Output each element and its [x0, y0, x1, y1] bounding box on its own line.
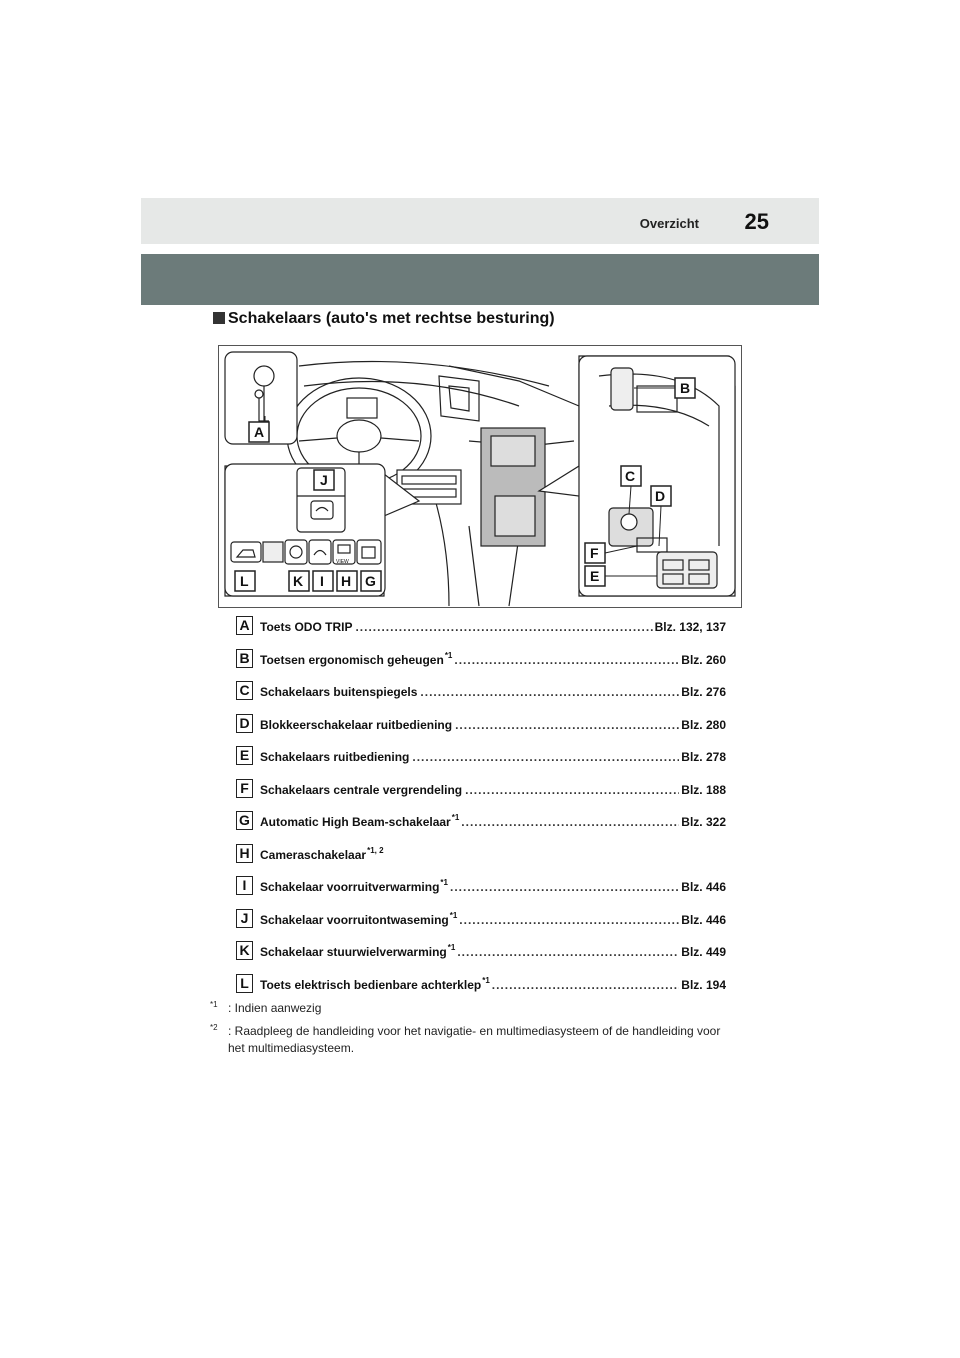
item-letter-badge: E — [236, 746, 253, 765]
item-label: Schakelaar stuurwielverwarming — [260, 945, 447, 959]
list-item — [236, 647, 726, 680]
item-page-ref: Blz. 449 — [681, 945, 726, 959]
switch-reference-list — [236, 614, 726, 1004]
page-header — [141, 198, 819, 244]
footnote-text: : Raadpleeg de handleiding voor het navigatie- en multimediasysteem of de handleiding voor het multimediasysteem. — [228, 1024, 721, 1055]
item-label: Schakelaar voorruitontwaseming — [260, 912, 449, 927]
switches-illustration — [218, 345, 742, 608]
item-footnote-ref: *1 — [444, 650, 453, 660]
svg-text:L: L — [240, 573, 249, 589]
svg-text:H: H — [341, 573, 352, 589]
square-bullet-icon — [213, 312, 225, 324]
svg-text:B: B — [680, 380, 691, 396]
list-item — [236, 614, 726, 647]
item-label: Schakelaars centrale vergrendeling — [260, 782, 463, 797]
footnote-text: : Indien aanwezig — [228, 1001, 322, 1015]
header-section-title: Overzicht — [639, 216, 699, 231]
item-page-ref: Blz. 132, 137 — [654, 620, 726, 634]
item-label: Toets elektrisch bedienbare achterklep — [260, 977, 482, 992]
item-letter-badge: B — [236, 649, 253, 668]
footnote-mark: *1 — [210, 1000, 218, 1009]
item-label: Schakelaars ruitbediening — [260, 750, 410, 764]
item-page-ref: Blz. 322 — [681, 815, 726, 829]
svg-text:F: F — [590, 545, 599, 561]
dashboard-line-drawing — [219, 346, 741, 607]
item-footnote-ref: *1 — [449, 910, 458, 920]
page-number: 25 — [744, 209, 769, 234]
item-page-ref: Blz. 446 — [681, 880, 726, 894]
svg-text:VIEW: VIEW — [336, 559, 349, 565]
list-item — [236, 939, 726, 972]
svg-text:I: I — [320, 573, 324, 589]
section-title — [213, 310, 555, 328]
list-item — [236, 777, 726, 810]
svg-text:D: D — [655, 488, 666, 504]
item-page-ref: Blz. 194 — [681, 977, 726, 992]
item-letter-badge: G — [236, 811, 253, 830]
svg-text:J: J — [320, 472, 328, 488]
item-page-ref: Blz. 188 — [681, 782, 726, 797]
list-item — [236, 874, 726, 907]
item-letter-badge: L — [236, 974, 253, 993]
item-footnote-ref: *1 — [440, 878, 448, 887]
list-item — [236, 744, 726, 777]
item-label: Schakelaar voorruitverwarming — [260, 880, 440, 894]
item-page-ref: Blz. 260 — [681, 652, 726, 667]
item-letter-badge: J — [236, 909, 253, 928]
footnotes — [210, 1000, 730, 1063]
svg-text:K: K — [293, 573, 304, 589]
item-letter-badge: C — [236, 681, 253, 700]
item-label: Schakelaars buitenspiegels — [260, 685, 418, 699]
list-item — [236, 679, 726, 712]
item-label: Toetsen ergonomisch geheugen — [260, 652, 444, 667]
svg-text:G: G — [365, 573, 376, 589]
item-footnote-ref: *1, 2 — [367, 845, 384, 855]
svg-text:A: A — [254, 424, 265, 440]
item-label: Cameraschakelaar — [260, 847, 367, 862]
item-page-ref: Blz. 280 — [681, 717, 726, 732]
item-letter-badge: K — [236, 941, 253, 960]
item-letter-badge: I — [236, 876, 253, 895]
chapter-band — [141, 254, 819, 305]
item-label: Automatic High Beam-schakelaar — [260, 815, 451, 829]
svg-text:C: C — [625, 468, 636, 484]
item-page-ref: Blz. 446 — [681, 912, 726, 927]
item-page-ref: Blz. 278 — [681, 750, 726, 764]
item-letter-badge: D — [236, 714, 253, 733]
footnote-1 — [210, 1000, 730, 1017]
svg-text:E: E — [590, 568, 600, 584]
footnote-mark: *2 — [210, 1023, 218, 1032]
list-item — [236, 842, 726, 875]
item-label: Blokkeerschakelaar ruitbediening — [260, 717, 453, 732]
item-footnote-ref: *1 — [482, 975, 490, 985]
item-label: Toets ODO TRIP — [260, 620, 353, 634]
item-letter-badge: A — [236, 616, 253, 635]
list-item — [236, 809, 726, 842]
item-footnote-ref: *1 — [451, 813, 460, 822]
section-title-text: Schakelaars (auto's met rechtse besturing) — [228, 310, 555, 327]
list-item — [236, 712, 726, 745]
item-letter-badge: H — [236, 844, 253, 863]
item-footnote-ref: *1 — [447, 943, 456, 952]
item-letter-badge: F — [236, 779, 253, 798]
item-page-ref: Blz. 276 — [681, 685, 726, 699]
footnote-2 — [210, 1023, 730, 1057]
list-item — [236, 907, 726, 940]
